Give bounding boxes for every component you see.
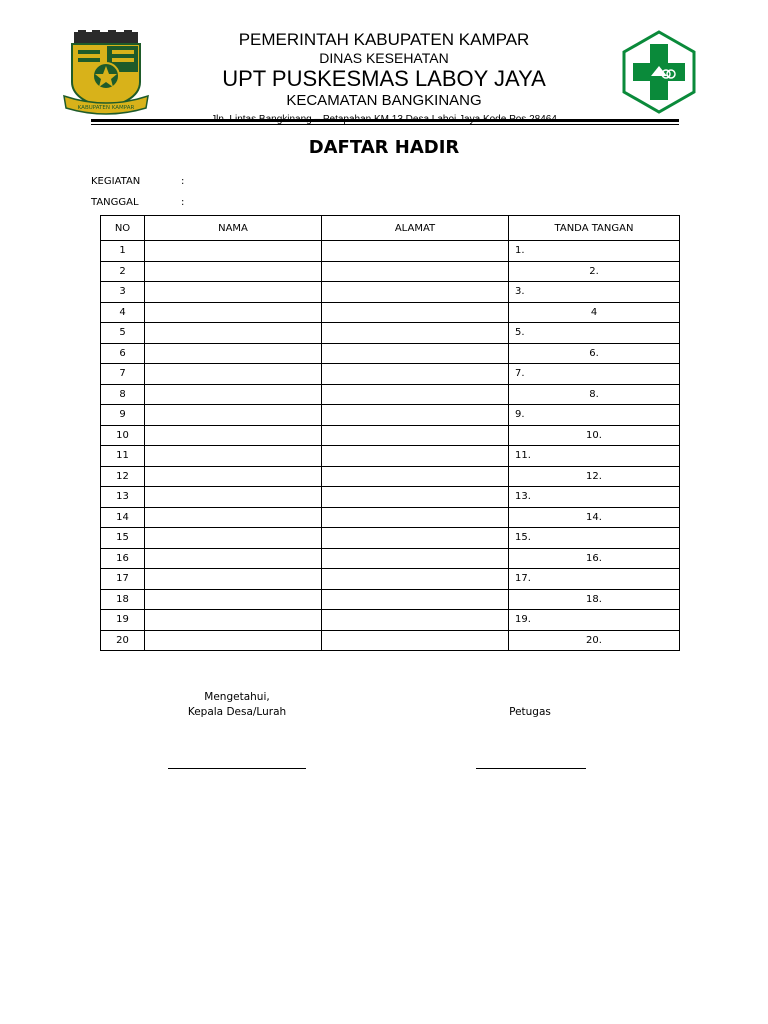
letterhead-department: DINAS KESEHATAN bbox=[319, 50, 449, 66]
cell-tanda-tangan[interactable]: 10. bbox=[509, 425, 680, 446]
table-row bbox=[101, 425, 680, 446]
table-row bbox=[101, 323, 680, 344]
letterhead-divider-thin bbox=[91, 124, 679, 125]
signature-title-officer: Petugas bbox=[509, 706, 551, 718]
cell-tanda-tangan[interactable]: 9. bbox=[509, 405, 680, 426]
cell-no: 12 bbox=[101, 466, 145, 487]
table-row bbox=[101, 466, 680, 487]
field-colon: : bbox=[181, 197, 185, 208]
cell-no: 17 bbox=[101, 569, 145, 590]
cell-alamat[interactable] bbox=[322, 405, 509, 426]
cell-alamat[interactable] bbox=[322, 282, 509, 303]
cell-alamat[interactable] bbox=[322, 569, 509, 590]
cell-tanda-tangan[interactable]: 14. bbox=[509, 507, 680, 528]
cell-tanda-tangan[interactable]: 17. bbox=[509, 569, 680, 590]
cell-tanda-tangan[interactable]: 15. bbox=[509, 528, 680, 549]
table-row bbox=[101, 630, 680, 651]
table-row bbox=[101, 589, 680, 610]
table-row bbox=[101, 446, 680, 467]
cell-alamat[interactable] bbox=[322, 548, 509, 569]
cell-no: 20 bbox=[101, 630, 145, 651]
cell-no: 14 bbox=[101, 507, 145, 528]
letterhead-institution: UPT PUSKESMAS LABOY JAYA bbox=[222, 66, 546, 91]
cell-alamat[interactable] bbox=[322, 323, 509, 344]
cell-alamat[interactable] bbox=[322, 589, 509, 610]
letterhead-district: KECAMATAN BANGKINANG bbox=[286, 92, 482, 109]
field-label: KEGIATAN bbox=[91, 176, 141, 187]
cell-nama[interactable] bbox=[145, 487, 322, 508]
cell-nama[interactable] bbox=[145, 569, 322, 590]
table-row bbox=[101, 364, 680, 385]
puskesmas-logo bbox=[621, 30, 697, 114]
table-row bbox=[101, 405, 680, 426]
cell-alamat[interactable] bbox=[322, 487, 509, 508]
cell-no: 2 bbox=[101, 261, 145, 282]
cell-nama[interactable] bbox=[145, 589, 322, 610]
cell-nama[interactable] bbox=[145, 425, 322, 446]
kampar-regency-emblem bbox=[62, 30, 150, 116]
field-colon: : bbox=[181, 176, 185, 187]
table-row bbox=[101, 528, 680, 549]
table-header-row bbox=[101, 216, 680, 241]
cell-tanda-tangan[interactable]: 11. bbox=[509, 446, 680, 467]
cell-alamat[interactable] bbox=[322, 528, 509, 549]
cell-nama[interactable] bbox=[145, 630, 322, 651]
cell-nama[interactable] bbox=[145, 507, 322, 528]
attendance-table bbox=[100, 215, 680, 651]
cell-nama[interactable] bbox=[145, 548, 322, 569]
cell-tanda-tangan[interactable]: 20. bbox=[509, 630, 680, 651]
cell-nama[interactable] bbox=[145, 610, 322, 631]
cell-no: 19 bbox=[101, 610, 145, 631]
cell-nama[interactable] bbox=[145, 302, 322, 323]
table-row bbox=[101, 610, 680, 631]
cell-alamat[interactable] bbox=[322, 425, 509, 446]
signature-line-left bbox=[168, 768, 306, 769]
header-alamat: ALAMAT bbox=[322, 216, 509, 241]
table-row bbox=[101, 384, 680, 405]
cell-alamat[interactable] bbox=[322, 630, 509, 651]
table-body bbox=[101, 241, 680, 651]
document-title: DAFTAR HADIR bbox=[308, 137, 460, 158]
cell-tanda-tangan[interactable]: 8. bbox=[509, 384, 680, 405]
table-row bbox=[101, 302, 680, 323]
cell-nama[interactable] bbox=[145, 364, 322, 385]
cell-no: 16 bbox=[101, 548, 145, 569]
signature-acknowledged: Mengetahui, bbox=[204, 691, 270, 703]
cell-tanda-tangan[interactable]: 16. bbox=[509, 548, 680, 569]
cell-no: 8 bbox=[101, 384, 145, 405]
table-row bbox=[101, 343, 680, 364]
cell-tanda-tangan[interactable]: 7. bbox=[509, 364, 680, 385]
cell-tanda-tangan[interactable]: 12. bbox=[509, 466, 680, 487]
letterhead-government: PEMERINTAH KABUPATEN KAMPAR bbox=[238, 30, 530, 49]
cell-no: 9 bbox=[101, 405, 145, 426]
cell-no: 7 bbox=[101, 364, 145, 385]
signature-line-right bbox=[476, 768, 586, 769]
header-no: NO bbox=[101, 216, 145, 241]
cell-no: 15 bbox=[101, 528, 145, 549]
cell-nama[interactable] bbox=[145, 241, 322, 262]
cell-no: 6 bbox=[101, 343, 145, 364]
cell-tanda-tangan[interactable]: 19. bbox=[509, 610, 680, 631]
signature-block-left bbox=[137, 690, 337, 720]
cell-alamat[interactable] bbox=[322, 610, 509, 631]
cell-alamat[interactable] bbox=[322, 446, 509, 467]
cell-alamat[interactable] bbox=[322, 466, 509, 487]
cell-alamat[interactable] bbox=[322, 241, 509, 262]
cell-alamat[interactable] bbox=[322, 384, 509, 405]
cell-tanda-tangan[interactable]: 1. bbox=[509, 241, 680, 262]
cell-tanda-tangan[interactable]: 2. bbox=[509, 261, 680, 282]
cell-no: 3 bbox=[101, 282, 145, 303]
cell-nama[interactable] bbox=[145, 446, 322, 467]
table-row bbox=[101, 241, 680, 262]
cell-tanda-tangan[interactable]: 6. bbox=[509, 343, 680, 364]
cell-no: 10 bbox=[101, 425, 145, 446]
cell-nama[interactable] bbox=[145, 466, 322, 487]
cell-no: 11 bbox=[101, 446, 145, 467]
emblem-banner-text: KABUPATEN KAMPAR bbox=[77, 105, 135, 111]
header-tanda-tangan: TANDA TANGAN bbox=[509, 216, 680, 241]
cell-alamat[interactable] bbox=[322, 364, 509, 385]
cell-no: 13 bbox=[101, 487, 145, 508]
table-row bbox=[101, 261, 680, 282]
signature-block-right bbox=[430, 705, 630, 720]
table-row bbox=[101, 487, 680, 508]
cell-tanda-tangan[interactable]: 4 bbox=[509, 302, 680, 323]
table-row bbox=[101, 569, 680, 590]
cell-nama[interactable] bbox=[145, 343, 322, 364]
cell-tanda-tangan[interactable]: 3. bbox=[509, 282, 680, 303]
table-row bbox=[101, 507, 680, 528]
cell-nama[interactable] bbox=[145, 528, 322, 549]
letterhead bbox=[150, 30, 618, 127]
header-nama: NAMA bbox=[145, 216, 322, 241]
cell-nama[interactable] bbox=[145, 384, 322, 405]
cell-alamat[interactable] bbox=[322, 343, 509, 364]
cell-no: 4 bbox=[101, 302, 145, 323]
field-label: TANGGAL bbox=[91, 197, 139, 208]
cell-tanda-tangan[interactable]: 18. bbox=[509, 589, 680, 610]
field-kegiatan bbox=[91, 176, 184, 187]
letterhead-divider-thick bbox=[91, 119, 679, 122]
cell-alamat[interactable] bbox=[322, 302, 509, 323]
cell-no: 1 bbox=[101, 241, 145, 262]
signature-title-village-head: Kepala Desa/Lurah bbox=[187, 706, 287, 718]
cell-no: 5 bbox=[101, 323, 145, 344]
field-tanggal bbox=[91, 197, 184, 208]
cell-tanda-tangan[interactable]: 5. bbox=[509, 323, 680, 344]
cell-nama[interactable] bbox=[145, 282, 322, 303]
table-row bbox=[101, 548, 680, 569]
cell-alamat[interactable] bbox=[322, 261, 509, 282]
cell-alamat[interactable] bbox=[322, 507, 509, 528]
cell-tanda-tangan[interactable]: 13. bbox=[509, 487, 680, 508]
table-row bbox=[101, 282, 680, 303]
cell-nama[interactable] bbox=[145, 405, 322, 426]
cell-nama[interactable] bbox=[145, 323, 322, 344]
cell-nama[interactable] bbox=[145, 261, 322, 282]
cell-no: 18 bbox=[101, 589, 145, 610]
